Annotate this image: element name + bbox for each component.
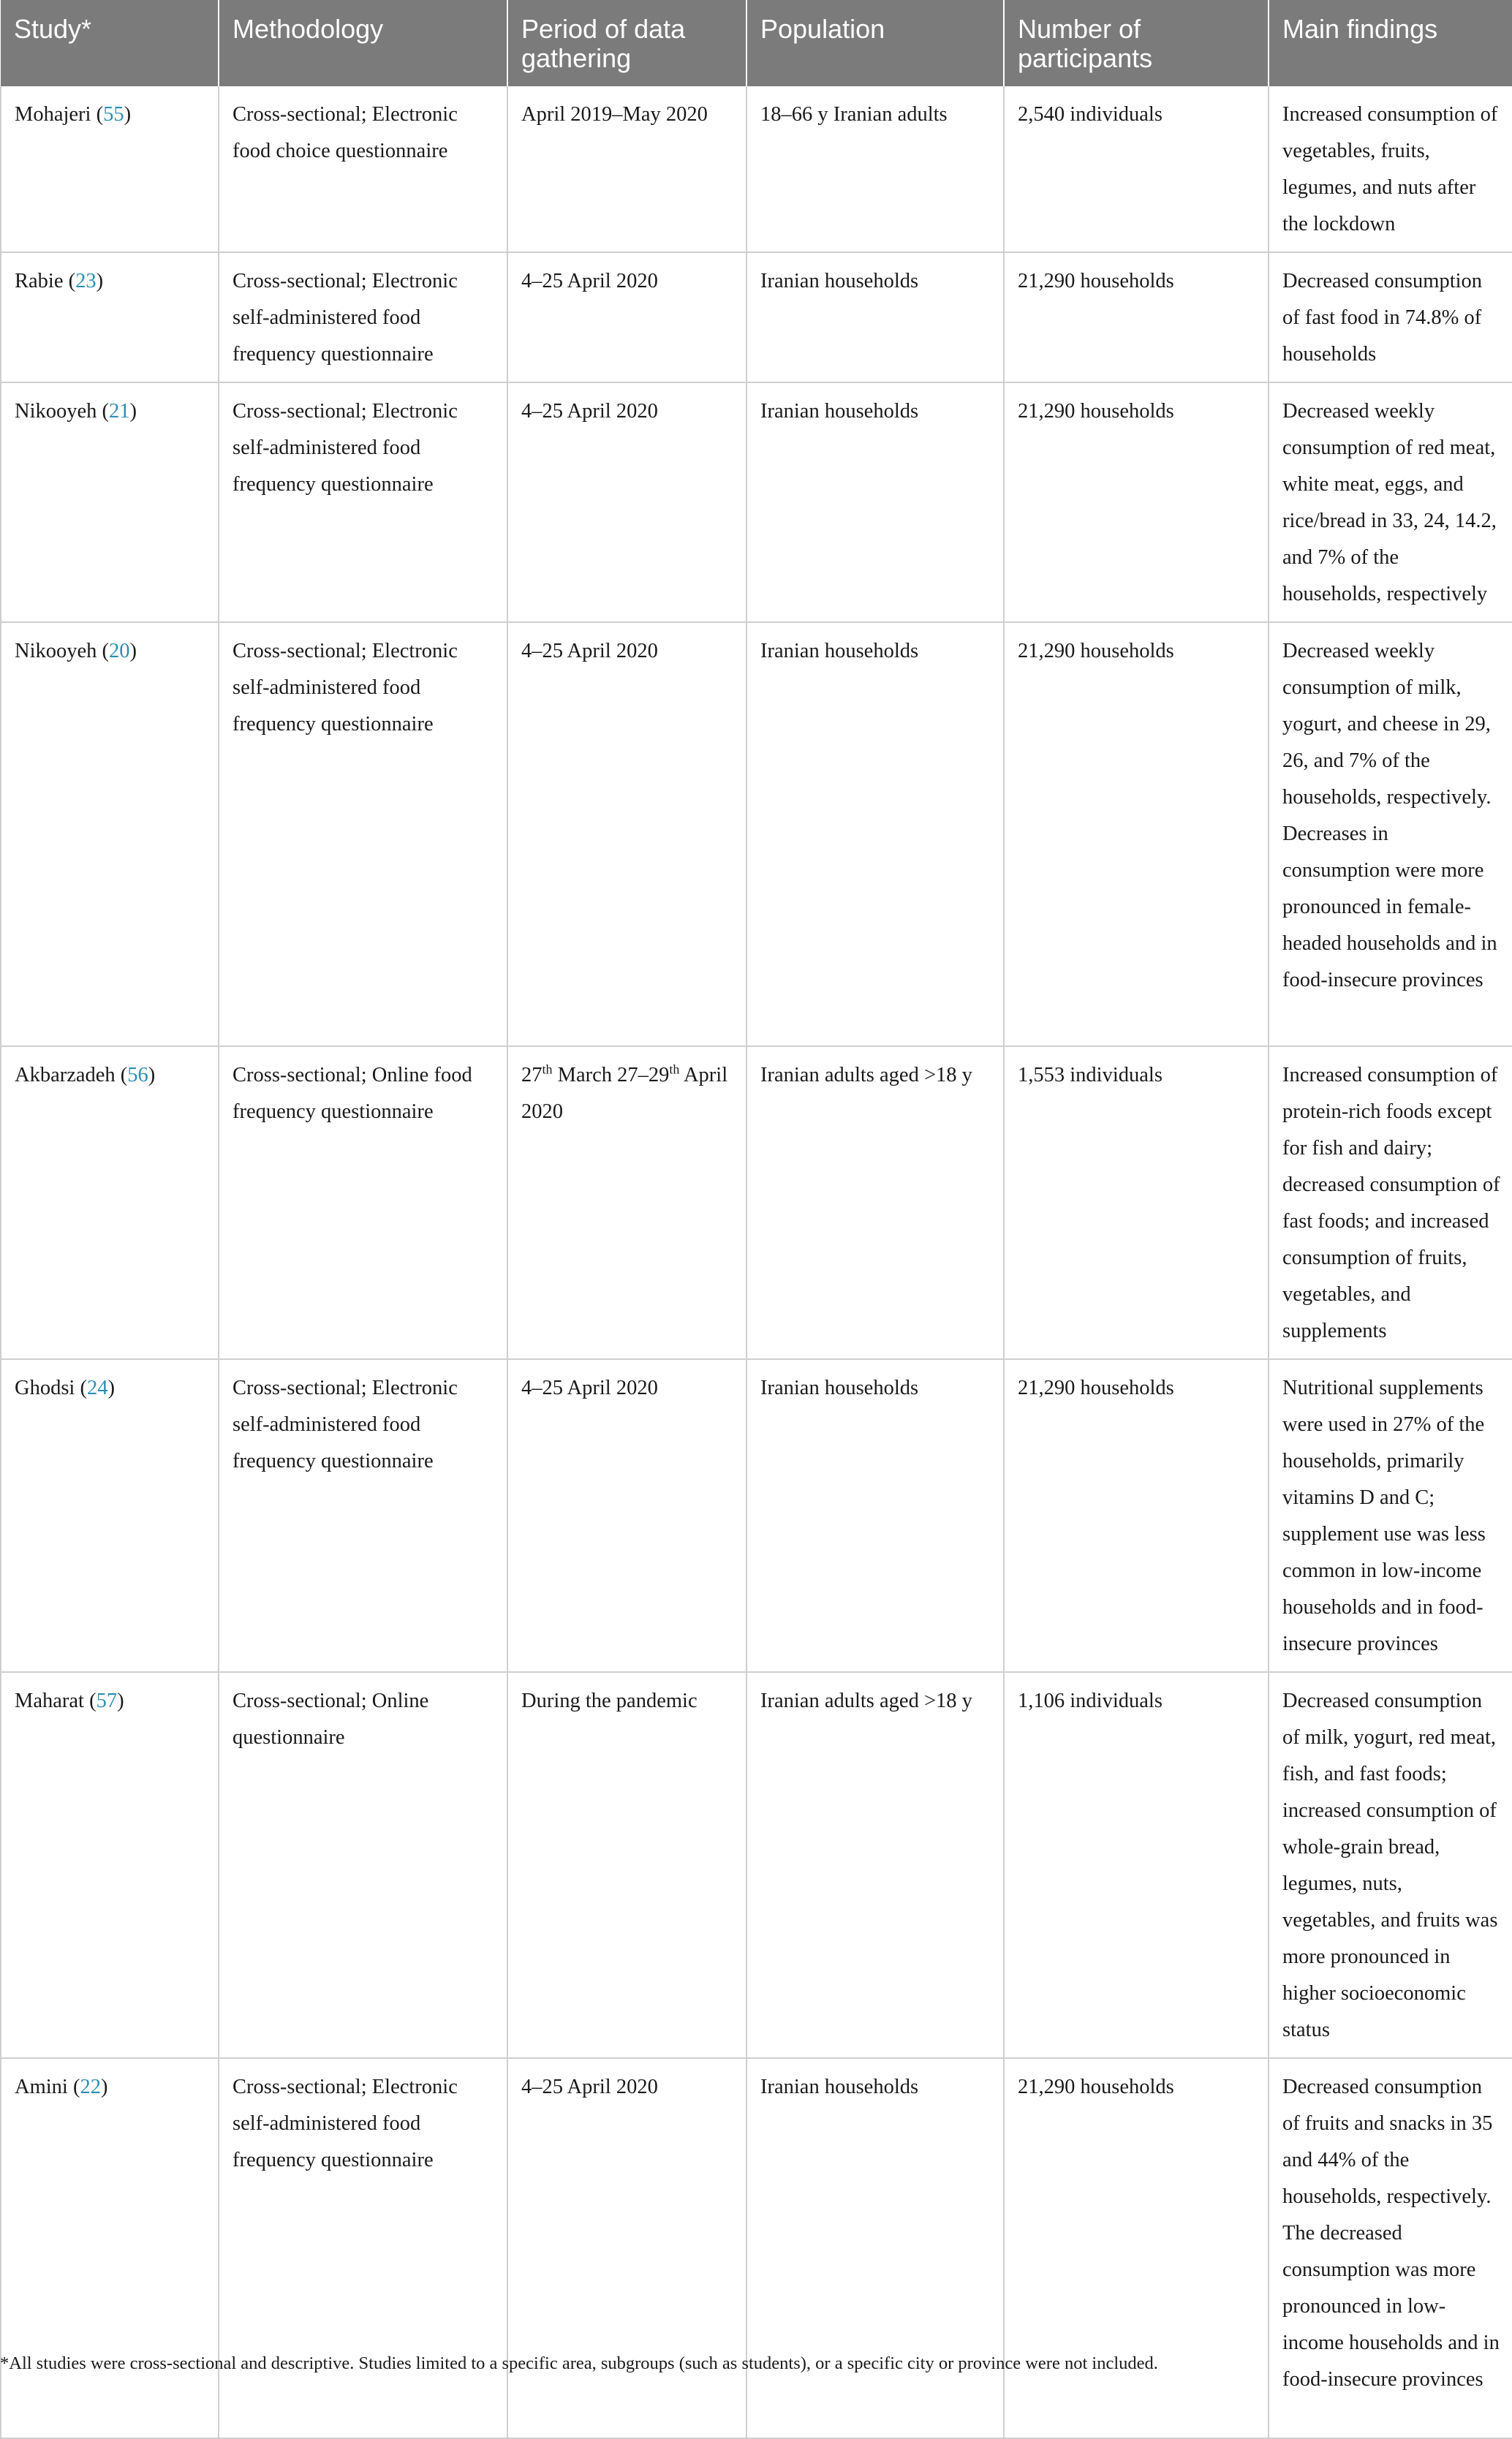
study-author: Nikooyeh (15, 640, 97, 662)
cell-participants: 1,553 individuals (1004, 1046, 1269, 1359)
header-period: Period of data gathering (507, 0, 746, 86)
cell-study: Ghodsi (24) (1, 1359, 219, 1672)
cell-findings: Decreased weekly consumption of red meat, white meat, eggs, and rice/bread in 33, 24, 14.2, and 7% of the households, respectively (1269, 382, 1512, 622)
cell-population: Iranian households (746, 252, 1004, 382)
cell-participants: 1,106 individuals (1004, 1672, 1269, 2058)
table-row (1, 2058, 1512, 2438)
period-sup-second: th (669, 1062, 680, 1077)
cell-findings: Increased consumption of protein-rich foods except for fish and dairy; decreased consumption of fast foods; and increased consumption of fruits, vegetables, and supplements (1269, 1046, 1512, 1359)
cell-period: 4–25 April 2020 (507, 1359, 746, 1672)
header-row (1, 0, 1512, 86)
cell-participants: 21,290 households (1004, 2058, 1269, 2438)
cell-methodology: Cross-sectional; Electronic self-administered food frequency questionnaire (219, 252, 507, 382)
cell-study: Rabie (23) (1, 252, 219, 382)
cell-findings: Decreased consumption of fruits and snacks in 35 and 44% of the households, respectively. The decreased consumption was more pronounced in low-income households and in food-insecure provinces (1269, 2058, 1512, 2438)
reference-link[interactable]: 20 (109, 640, 130, 662)
cell-methodology: Cross-sectional; Electronic food choice questionnaire (219, 86, 507, 252)
reference-link[interactable]: 55 (103, 103, 124, 126)
cell-period: April 2019–May 2020 (507, 86, 746, 252)
cell-participants: 21,290 households (1004, 622, 1269, 1046)
cell-population: Iranian households (746, 2058, 1004, 2438)
cell-methodology: Cross-sectional; Electronic self-administered food frequency questionnaire (219, 2058, 507, 2438)
table-header (1, 0, 1512, 86)
study-author: Akbarzadeh (15, 1064, 116, 1086)
cell-methodology: Cross-sectional; Online questionnaire (219, 1672, 507, 2058)
study-author: Nikooyeh (15, 400, 97, 423)
reference-link[interactable]: 23 (75, 270, 97, 292)
study-author: Amini (15, 2076, 68, 2098)
header-population: Population (746, 0, 1004, 86)
cell-methodology: Cross-sectional; Online food frequency questionnaire (219, 1046, 507, 1359)
reference-link[interactable]: 56 (127, 1064, 148, 1086)
cell-participants: 21,290 households (1004, 1359, 1269, 1672)
cell-findings: Decreased weekly consumption of milk, yogurt, and cheese in 29, 26, and 7% of the households, respectively. Decreases in consumption were more pronounced in female-headed households and in food-insecure provinces (1269, 622, 1512, 1046)
cell-period: 4–25 April 2020 (507, 622, 746, 1046)
cell-population: Iranian households (746, 1359, 1004, 1672)
header-study: Study* (1, 0, 219, 86)
study-author: Maharat (15, 1690, 84, 1712)
cell-population: Iranian adults aged >18 y (746, 1046, 1004, 1359)
cell-population: Iranian households (746, 382, 1004, 622)
reference-link[interactable]: 24 (86, 1377, 108, 1399)
cell-findings: Decreased consumption of fast food in 74.8% of households (1269, 252, 1512, 382)
cell-study: Amini (22) (1, 2058, 219, 2438)
study-author: Ghodsi (15, 1377, 75, 1399)
table-row (1, 622, 1512, 1046)
cell-participants: 2,540 individuals (1004, 86, 1269, 252)
table-body (1, 86, 1512, 2438)
cell-study: Maharat (57) (1, 1672, 219, 2058)
study-author: Rabie (15, 270, 64, 292)
header-findings: Main findings (1269, 0, 1512, 86)
cell-methodology: Cross-sectional; Electronic self-administered food frequency questionnaire (219, 1359, 507, 1672)
period-sup-first: th (542, 1062, 553, 1077)
table-footnote: *All studies were cross-sectional and descriptive. Studies limited to a specific area, subgroups (such as students), or a specific city or province were not included. (0, 2353, 1158, 2373)
cell-methodology: Cross-sectional; Electronic self-administered food frequency questionnaire (219, 622, 507, 1046)
cell-participants: 21,290 households (1004, 252, 1269, 382)
table-row (1, 252, 1512, 382)
cell-participants: 21,290 households (1004, 382, 1269, 622)
cell-methodology: Cross-sectional; Electronic self-administered food frequency questionnaire (219, 382, 507, 622)
study-author: Mohajeri (15, 103, 91, 126)
table-row (1, 382, 1512, 622)
header-participants: Number of participants (1004, 0, 1269, 86)
cell-findings: Decreased consumption of milk, yogurt, red meat, fish, and fast foods; increased consumption of whole-grain bread, legumes, nuts, vegetables, and fruits was more pronounced in higher socioeconomic status (1269, 1672, 1512, 2058)
cell-population: Iranian adults aged >18 y (746, 1672, 1004, 2058)
reference-link[interactable]: 22 (80, 2076, 101, 2098)
period-day: 27 (521, 1064, 543, 1086)
table-row (1, 1359, 1512, 1672)
table-row (1, 86, 1512, 252)
header-methodology: Methodology (219, 0, 507, 86)
cell-findings: Nutritional supplements were used in 27% of the households, primarily vitamins D and C; supplement use was less common in low-income households and in food-insecure provinces (1269, 1359, 1512, 1672)
reference-link[interactable]: 21 (109, 400, 130, 423)
cell-period (507, 1046, 746, 1359)
cell-period: During the pandemic (507, 1672, 746, 2058)
period-end: April 2020 (521, 1064, 728, 1123)
cell-population: 18–66 y Iranian adults (746, 86, 1004, 252)
cell-period: 4–25 April 2020 (507, 382, 746, 622)
cell-study: Akbarzadeh (56) (1, 1046, 219, 1359)
cell-period: 4–25 April 2020 (507, 2058, 746, 2438)
cell-study: Nikooyeh (21) (1, 382, 219, 622)
table-row (1, 1046, 1512, 1359)
period-mid: March 27–29 (552, 1064, 670, 1086)
table-row (1, 1672, 1512, 2058)
cell-period: 4–25 April 2020 (507, 252, 746, 382)
reference-link[interactable]: 57 (96, 1690, 118, 1712)
cell-study: Nikooyeh (20) (1, 622, 219, 1046)
cell-findings: Increased consumption of vegetables, fruits, legumes, and nuts after the lockdown (1269, 86, 1512, 252)
cell-study: Mohajeri (55) (1, 86, 219, 252)
cell-population: Iranian households (746, 622, 1004, 1046)
